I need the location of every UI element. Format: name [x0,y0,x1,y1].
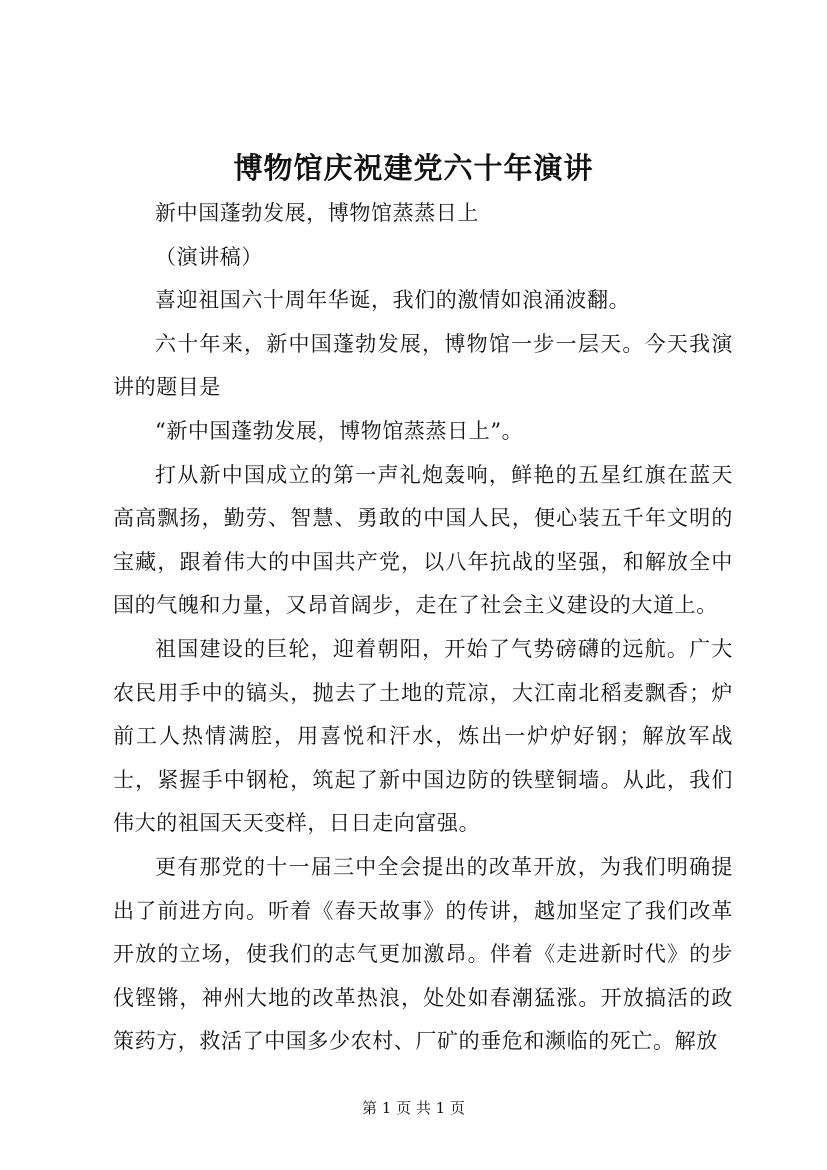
body-paragraph: 更有那党的十一届三中全会提出的改革开放，为我们明确提出了前进方向。听着《春天故事》的传讲，越加坚定了我们改革开放的立场，使我们的志气更加激昂。伴着《走进新时代》的步伐铿锵，神州大地的改革热浪，处处如春潮猛涨。开放搞活的政策药方，救活了中国多少农村、厂矿的垂危和濒临的死亡。解放 [113,854,733,1054]
subtitle-paragraph: 新中国蓬勃发展，博物馆蒸蒸日上 [155,201,479,225]
document-body [113,192,733,1064]
body-paragraph: 打从新中国成立的第一声礼炮轰响，鲜艳的五星红旗在蓝天高高飘扬，勤劳、智慧、勇敢的中国人民，便心装五千年文明的宝藏，跟着伟大的中国共产党，以八年抗战的坚强，和解放全中国的气魄和力量，又昂首阔步，走在了社会主义建设的大道上。 [113,462,733,618]
page-number-footer: 第 1 页 共 1 页 [362,1099,465,1117]
speech-label-paragraph: （演讲稿） [155,244,263,269]
body-paragraph: 祖国建设的巨轮，迎着朝阳，开始了气势磅礴的远航。广大农民用手中的镐头，抛去了土地的荒凉，大江南北稻麦飘香；炉前工人热情满腔，用喜悦和汗水，炼出一炉炉好钢；解放军战士，紧握手中钢枪，筑起了新中国边防的铁壁铜墙。从此，我们伟大的祖国天天变样，日日走向富强。 [113,636,733,836]
body-paragraph: 六十年来，新中国蓬勃发展，博物馆一步一层天。今天我演讲的题目是 [113,331,733,400]
quote-paragraph: “新中国蓬勃发展，博物馆蒸蒸日上”。 [155,418,524,443]
document-title: 博物馆庆祝建党六十年演讲 [233,151,594,185]
body-paragraph: 喜迎祖国六十周年华诞，我们的激情如浪涌波翻。 [155,288,631,313]
